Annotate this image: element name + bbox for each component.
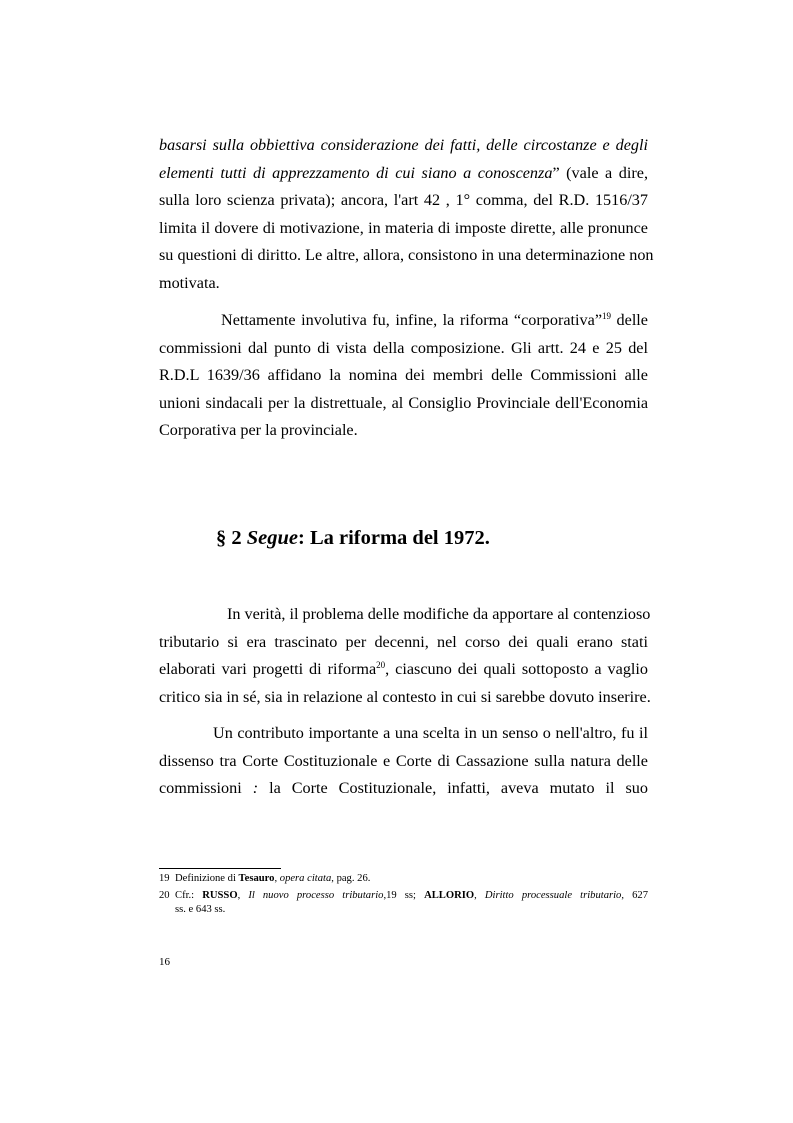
- heading-italic: Segue: [246, 527, 298, 549]
- text-line: limita il dovere di motivazione, in materia di imposte dirette, alle pronunce: [159, 218, 648, 237]
- text-run-italic: :: [252, 779, 259, 798]
- footnote-20: 20 Cfr.: RUSSO, Il nuovo processo tributario,19 ss; ALLORIO, Diritto processuale tributario, 627 ss. e 643 ss.: [159, 890, 648, 915]
- paragraph-4: [159, 720, 648, 803]
- footnote-19: 19 Definizione di Tesauro, opera citata, pag. 26.: [159, 873, 371, 884]
- paragraph-2: [159, 307, 648, 445]
- footnote-number: 19: [159, 873, 170, 884]
- text-line: In verità, il problema delle modifiche da apportare al contenzioso: [227, 605, 651, 623]
- footnote-continuation: ss. e 643 ss.: [175, 904, 226, 915]
- text-run: commissioni: [159, 779, 253, 798]
- text-line: unioni sindacali per la distrettuale, al Consiglio Provinciale dell'Economia: [159, 393, 648, 412]
- text-run: ” (vale a dire,: [552, 163, 648, 182]
- text-run: la Corte Costituzionale, infatti, aveva mutato il suo: [258, 779, 648, 798]
- footnote-rule: [159, 868, 281, 869]
- text-run: elaborati vari progetti di riforma: [159, 660, 377, 679]
- footnote-ref-19: 19: [602, 311, 612, 321]
- page-number: 16: [159, 956, 170, 968]
- text-line: Un contributo importante a una scelta in un senso o nell'altro, fu il: [213, 724, 648, 742]
- quote-line-2: elementi tutti di apprezzamento di cui siano a conoscenza: [159, 163, 553, 182]
- paragraph-3: [159, 601, 651, 711]
- text-line: motivata.: [159, 273, 220, 292]
- text-line: critico sia in sé, sia in relazione al contesto in cui si sarebbe dovuto inserire.: [159, 687, 651, 706]
- footnote-ref-20: 20: [376, 660, 386, 671]
- quote-line-1: basarsi sulla obbiettiva considerazione dei fatti, delle circostanze e degli: [159, 136, 648, 154]
- text-line: Corporativa per la provinciale.: [159, 421, 358, 440]
- text-line: dissenso tra Corte Costituzionale e Corte di Cassazione sulla natura delle: [159, 751, 648, 770]
- text-line: commissioni dal punto di vista della composizione. Gli artt. 24 e 25 del: [159, 338, 648, 357]
- text-line: su questioni di diritto. Le altre, allora, consistono in una determinazione non: [159, 246, 654, 265]
- text-run: Nettamente involutiva fu, infine, la riforma “corporativa”: [221, 311, 603, 329]
- text-run: , ciascuno dei quali sottoposto a vaglio: [385, 660, 648, 679]
- text-line: R.D.L 1639/36 affidano la nomina dei membri delle Commissioni alle: [159, 366, 648, 385]
- text-line: tributario si era trascinato per decenni, nel corso dei quali erano stati: [159, 632, 648, 651]
- text-run: delle: [611, 311, 648, 329]
- section-heading: § 2 Segue: La riforma del 1972.: [216, 527, 490, 549]
- footnote-number: 20: [159, 890, 170, 901]
- paragraph-1: [159, 132, 654, 298]
- text-line: sulla loro scienza privata); ancora, l'art 42 , 1° comma, del R.D. 1516/37: [159, 191, 648, 210]
